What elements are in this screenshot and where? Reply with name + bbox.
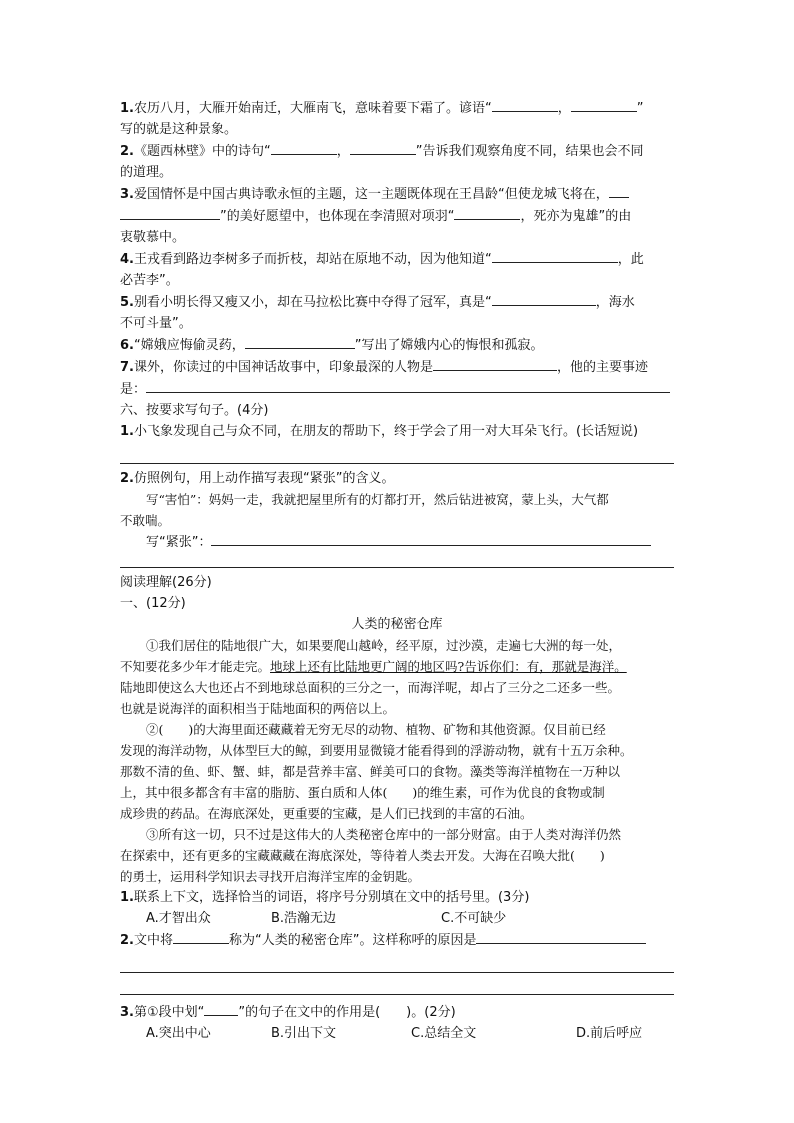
section-6-question-2 xyxy=(120,468,674,489)
punctuation: ， xyxy=(336,144,350,159)
question-4-cont xyxy=(120,270,674,291)
punctuation: ， xyxy=(557,101,571,116)
answer-blank[interactable] xyxy=(211,531,651,546)
question-1-cont xyxy=(120,119,674,140)
paragraph-line: 的勇士，运用科学知识去寻找开启海洋宝库的金钥匙。 xyxy=(120,869,421,884)
question-text: ”告诉我们观察角度不同，结果也会不同 xyxy=(415,144,644,159)
answer-line[interactable] xyxy=(120,951,674,973)
question-text: 农历八月，大雁开始南迁，大雁南飞，意味着要下霜了。谚语“ xyxy=(133,101,492,116)
answer-blank[interactable] xyxy=(492,291,596,306)
answer-blank[interactable] xyxy=(492,248,618,263)
question-3-cont xyxy=(120,205,674,227)
question-3-cont2 xyxy=(120,227,674,248)
part-heading: 一、(12分) xyxy=(120,596,186,611)
question-2 xyxy=(120,140,674,162)
question-7-cont xyxy=(120,378,674,400)
answer-line[interactable] xyxy=(120,973,674,995)
paragraph-line: ②( )的大海里面还藏藏着无穷无尽的动物、植物、矿物和其他资源。仅目前已经 xyxy=(146,722,606,737)
question-text: 王戎看到路边李树多子而折枝，却站在原地不动，因为他知道“ xyxy=(133,252,492,267)
question-text: ”的句子在文中的作用是( )。(2分) xyxy=(238,1005,456,1020)
answer-blank[interactable] xyxy=(271,140,337,155)
question-text: 联系上下文，选择恰当的词语，将序号分别填在文中的括号里。(3分) xyxy=(133,890,530,905)
question-text: 称为“人类的秘密仓库”。这样称呼的原因是 xyxy=(229,933,477,948)
answer-blank[interactable] xyxy=(146,378,670,393)
section-6-question-1 xyxy=(120,421,674,442)
worksheet-page xyxy=(120,97,674,1044)
answer-blank[interactable] xyxy=(173,929,229,944)
example-sentence-cont xyxy=(120,510,674,531)
question-3 xyxy=(120,183,674,205)
option-c[interactable]: C.不可缺少 xyxy=(441,911,507,926)
question-text: ，海水 xyxy=(595,295,635,310)
question-number: 3. xyxy=(120,1005,134,1020)
question-number: 5. xyxy=(120,295,134,310)
question-text: ”的美好愿望中，也体现在李清照对项羽“ xyxy=(220,209,455,224)
underlined-sentence: 地球上还有比陆地更广阔的地区吗?告诉你们：有，那就是海洋。 xyxy=(270,659,627,674)
paragraph-line: 那数不清的鱼、虾、蟹、蚌，都是营养丰富、鲜美可口的食物。藻类等海洋植物在一万种以 xyxy=(120,764,621,779)
question-text: 不可斗量”。 xyxy=(120,316,192,331)
question-5 xyxy=(120,291,674,313)
question-text: ，他的主要事迹 xyxy=(557,360,649,375)
paragraph-line: 发现的海洋动物，从体型巨大的鲸，到要用显微镜才能看得到的浮游动物，就有十五万余种。 xyxy=(120,743,633,758)
question-text: 仿照例句，用上动作描写表现“紧张”的含义。 xyxy=(133,471,395,486)
question-number: 1. xyxy=(120,424,134,439)
paragraph-line: ①我们居住的陆地很广大，如果要爬山越岭，经平原，过沙漠，走遍七大洲的每一处， xyxy=(146,638,622,653)
question-text: 必苦李”。 xyxy=(120,273,179,288)
question-text: ”写出了嫦娥内心的悔恨和孤寂。 xyxy=(354,338,544,353)
question-number: 7. xyxy=(120,360,134,375)
question-text: 的道理。 xyxy=(120,165,173,180)
answer-blank[interactable] xyxy=(476,929,646,944)
answer-blank[interactable] xyxy=(609,183,629,198)
section-6-title xyxy=(120,400,674,421)
paragraph-line: 成珍贵的药品。在海底深处，更重要的宝藏，是人们已找到的丰富的石油。 xyxy=(120,806,533,821)
question-text: 第①段中划“ xyxy=(133,1005,205,1020)
paragraph-line: 也就是说海洋的面积相当于陆地面积的两倍以上。 xyxy=(120,701,396,716)
article-title xyxy=(120,614,674,635)
paragraph-line: 陆地即使这么大也还占不到地球总面积的三分之一，而海洋呢，却占了三分之二还多一些。 xyxy=(120,680,621,695)
reading-part xyxy=(120,593,674,614)
question-number: 2. xyxy=(120,471,134,486)
question-number: 2. xyxy=(120,933,134,948)
paragraph-line: ③所有这一切，只不过是这伟大的人类秘密仓库中的一部分财富。由于人类对海洋仍然 xyxy=(146,827,622,842)
answer-blank[interactable] xyxy=(245,334,355,349)
question-text: ，此 xyxy=(617,252,644,267)
option-b[interactable]: B.引出下文 xyxy=(271,1026,337,1041)
reading-title xyxy=(120,572,674,593)
paragraph-line: 上，其中很多都含有丰富的脂肪、蛋白质和人体( )的维生素，可作为优良的食物或制 xyxy=(120,785,605,800)
question-number: 6. xyxy=(120,338,134,353)
option-b[interactable]: B.浩瀚无边 xyxy=(271,911,337,926)
question-6 xyxy=(120,334,674,356)
answer-blank[interactable] xyxy=(204,1001,238,1016)
option-a[interactable]: A.才智出众 xyxy=(146,911,211,926)
punctuation: ” xyxy=(636,101,644,116)
option-a[interactable]: A.突出中心 xyxy=(146,1026,211,1041)
section-heading: 六、按要求写句子。(4分) xyxy=(120,403,269,418)
question-number: 2. xyxy=(120,144,134,159)
paragraph-line: 在探索中，还有更多的宝藏藏藏在海底深处，等待着人类去开发。大海在召唤大批( ) xyxy=(120,848,605,863)
paragraph-line: 不知要花多少年才能走完。 xyxy=(120,659,271,674)
option-c[interactable]: C.总结全文 xyxy=(411,1026,477,1041)
answer-blank[interactable] xyxy=(350,140,416,155)
question-text: 爱国情怀是中国古典诗歌永恒的主题，这一主题既体现在王昌龄“但使龙城飞将在， xyxy=(133,187,609,202)
option-d[interactable]: D.前后呼应 xyxy=(576,1026,643,1041)
question-number: 1. xyxy=(120,101,134,116)
question-text: 衷敬慕中。 xyxy=(120,230,186,245)
question-text: 小飞象发现自己与众不同，在朋友的帮助下，终于学会了用一对大耳朵飞行。(长话短说) xyxy=(133,424,639,439)
paragraph-3 xyxy=(120,824,674,887)
reading-question-3 xyxy=(120,1001,674,1023)
article-heading: 人类的秘密仓库 xyxy=(351,617,443,632)
reading-question-3-options xyxy=(120,1023,674,1044)
example-text: 写“害怕”：妈妈一走，我就把屋里所有的灯都打开，然后钻进被窝，蒙上头，大气都 xyxy=(146,492,609,507)
answer-blank[interactable] xyxy=(433,356,557,371)
write-tense-line xyxy=(120,531,674,553)
write-label: 写“紧张”： xyxy=(146,535,212,550)
question-7 xyxy=(120,356,674,378)
question-4 xyxy=(120,248,674,270)
answer-blank[interactable] xyxy=(120,205,220,220)
answer-blank[interactable] xyxy=(454,205,520,220)
answer-blank[interactable] xyxy=(492,97,558,112)
example-text: 不敢喘。 xyxy=(120,513,171,528)
reading-question-2 xyxy=(120,929,674,951)
question-text: ，死亦为鬼雄”的由 xyxy=(520,209,632,224)
question-text: 别看小明长得又瘦又小，却在马拉松比赛中夺得了冠军，真是“ xyxy=(133,295,492,310)
reading-question-1 xyxy=(120,887,674,908)
question-text: “嫦娥应悔偷灵药， xyxy=(133,338,245,353)
question-number: 3. xyxy=(120,187,134,202)
answer-line[interactable] xyxy=(120,442,674,464)
answer-line[interactable] xyxy=(120,553,674,568)
question-text: 写的就是这种景象。 xyxy=(120,122,238,137)
question-number: 4. xyxy=(120,252,134,267)
question-1 xyxy=(120,97,674,119)
paragraph-2 xyxy=(120,719,674,824)
question-text: 《题西林壁》中的诗句“ xyxy=(133,144,271,159)
question-2-cont xyxy=(120,162,674,183)
question-text: 课外，你读过的中国神话故事中，印象最深的人物是 xyxy=(133,360,433,375)
answer-blank[interactable] xyxy=(571,97,637,112)
paragraph-1 xyxy=(120,635,674,719)
example-sentence xyxy=(120,489,674,510)
question-text: 是： xyxy=(120,382,147,397)
question-number: 1. xyxy=(120,890,134,905)
section-heading: 阅读理解(26分) xyxy=(120,575,212,590)
reading-question-1-options xyxy=(120,908,674,929)
question-text: 文中将 xyxy=(133,933,173,948)
question-5-cont xyxy=(120,313,674,334)
